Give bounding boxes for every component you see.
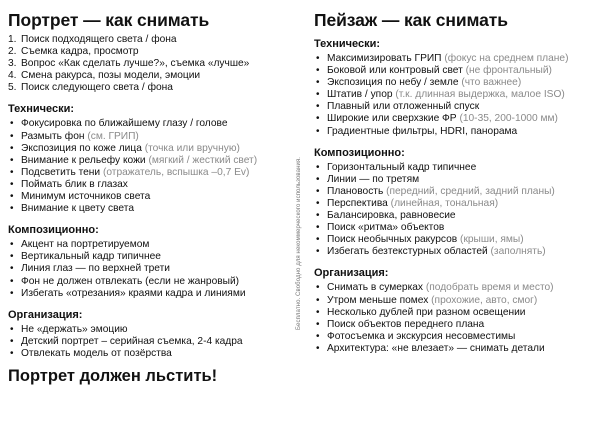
item-text: Минимум источников света	[21, 191, 151, 203]
bullet-icon: •	[10, 191, 14, 203]
item-text: Фон не должен отвлекать (если не жанровый)	[21, 275, 240, 287]
step-number: 4.	[8, 70, 17, 82]
item-note: (линейная, тональная)	[390, 197, 499, 209]
list-item	[8, 324, 298, 336]
item-note: (крыши, ямы)	[460, 234, 524, 246]
item-text: Избегать «отрезания» краями кадра и линиями	[21, 287, 246, 299]
item-text: Максимизировать ГРИП	[327, 53, 442, 64]
list-item	[314, 210, 604, 222]
item-text: Перспектива	[327, 197, 388, 209]
step-text: Поиск следующего света / фона	[21, 82, 173, 94]
bullet-icon: •	[316, 101, 320, 113]
bullet-icon: •	[316, 185, 320, 197]
item-text: Боковой или контровый свет	[327, 65, 463, 77]
bullet-icon: •	[10, 287, 14, 299]
bullet-icon: •	[316, 246, 320, 258]
list-item	[314, 126, 604, 138]
bullet-icon: •	[10, 118, 14, 130]
portrait-organization-heading: Организация:	[8, 308, 83, 321]
list-item	[314, 101, 604, 113]
list-item	[314, 331, 604, 343]
bullet-icon: •	[10, 178, 14, 190]
item-note: (заполнять)	[490, 246, 546, 258]
landscape-organization-list	[314, 282, 604, 355]
item-text: Балансировка, равновесие	[327, 210, 456, 222]
bullet-icon: •	[316, 173, 320, 185]
portrait-composition-heading: Композиционно:	[8, 224, 99, 237]
bullet-icon: •	[10, 142, 14, 154]
item-text: Фотосъемка и экскурсия несовместимы	[327, 330, 516, 342]
landscape-organization-heading: Организация:	[314, 267, 389, 280]
item-text: Размыть фон	[21, 130, 85, 142]
list-item	[8, 276, 298, 288]
step-item	[8, 70, 298, 82]
bullet-icon: •	[10, 203, 14, 215]
list-item	[314, 89, 604, 101]
bullet-icon: •	[10, 251, 14, 263]
list-item	[8, 143, 298, 155]
list-item	[314, 295, 604, 307]
item-text: Плановость	[327, 185, 384, 197]
item-text: Не «держать» эмоцию	[21, 323, 128, 335]
list-item	[8, 336, 298, 348]
item-note: (фокус на среднем плане)	[444, 53, 569, 64]
bullet-icon: •	[10, 154, 14, 166]
list-item	[8, 131, 298, 143]
item-text: Вертикальный кадр типичнее	[21, 251, 161, 263]
list-item	[8, 239, 298, 251]
bullet-icon: •	[316, 89, 320, 101]
item-note: (см. ГРИП)	[87, 130, 139, 142]
item-text: Фокусировка по ближайшему глазу / голове	[21, 118, 228, 130]
item-note: (прохожие, авто, смог)	[431, 294, 538, 306]
bullet-icon: •	[10, 335, 14, 347]
list-item	[314, 222, 604, 234]
landscape-composition-heading: Композиционно:	[314, 146, 405, 159]
bullet-icon: •	[316, 306, 320, 318]
bullet-icon: •	[316, 125, 320, 137]
list-item	[8, 288, 298, 300]
step-text: Смена ракурса, позы модели, эмоции	[21, 70, 201, 82]
bullet-icon: •	[316, 282, 320, 294]
item-text: Штатив / упор	[327, 89, 393, 101]
landscape-technical-list	[314, 53, 604, 138]
item-text: Несколько дублей при разном освещении	[327, 306, 526, 318]
portrait-technical-list	[8, 118, 298, 215]
step-text: Поиск подходящего света / фона	[21, 34, 177, 45]
list-item	[314, 198, 604, 210]
list-item	[314, 234, 604, 246]
bullet-icon: •	[10, 347, 14, 359]
step-number: 5.	[8, 82, 17, 94]
list-item	[8, 179, 298, 191]
portrait-steps-list	[8, 34, 298, 94]
item-text: Плавный или отложенный спуск	[327, 101, 480, 113]
bullet-icon: •	[316, 113, 320, 125]
item-text: Избегать безтекстурных областей	[327, 246, 488, 258]
list-item	[8, 155, 298, 167]
list-item	[8, 348, 298, 360]
bullet-icon: •	[10, 275, 14, 287]
bullet-icon: •	[316, 330, 320, 342]
list-item	[314, 282, 604, 294]
landscape-column	[314, 0, 604, 355]
bullet-icon: •	[316, 222, 320, 234]
item-text: Горизонтальный кадр типичнее	[327, 161, 477, 173]
item-text: Внимание к рельефу кожи	[21, 154, 146, 166]
item-text: Экспозиция по коже лица	[21, 142, 142, 154]
item-text: Подсветить тени	[21, 166, 101, 178]
portrait-composition-list	[8, 239, 298, 299]
bullet-icon: •	[316, 210, 320, 222]
list-item	[314, 53, 604, 65]
list-item	[8, 118, 298, 130]
portrait-footer: Портрет должен льстить!	[8, 366, 218, 385]
bullet-icon: •	[10, 239, 14, 251]
item-text: Поймать блик в глазах	[21, 178, 128, 190]
item-note: (отражатель, вспышка –0,7 Ev)	[102, 166, 250, 178]
list-item	[314, 246, 604, 258]
list-item	[8, 203, 298, 215]
bullet-icon: •	[10, 130, 14, 142]
portrait-title: Портрет — как снимать	[8, 10, 210, 30]
bullet-icon: •	[316, 197, 320, 209]
item-note: (что важнее)	[461, 77, 522, 89]
portrait-column	[8, 0, 298, 386]
bullet-icon: •	[316, 65, 320, 77]
item-text: Внимание к цвету света	[21, 203, 134, 215]
bullet-icon: •	[316, 318, 320, 330]
step-item	[8, 58, 298, 70]
bullet-icon: •	[316, 294, 320, 306]
item-text: Архитектура: «не влезает» — снимать детали	[327, 342, 545, 354]
item-text: Акцент на портретируемом	[21, 239, 150, 251]
list-item	[314, 319, 604, 331]
item-note: (передний, средний, задний планы)	[386, 185, 555, 197]
item-text: Линия глаз — по верхней трети	[21, 263, 170, 275]
step-number: 3.	[8, 58, 17, 70]
step-text: Съемка кадра, просмотр	[21, 46, 139, 58]
list-item	[314, 113, 604, 125]
step-item	[8, 82, 298, 94]
list-item	[8, 167, 298, 179]
step-number: 1.	[8, 34, 17, 45]
landscape-title: Пейзаж — как снимать	[314, 10, 508, 30]
list-item	[314, 186, 604, 198]
item-text: Градиентные фильтры, HDRI, панорама	[327, 125, 518, 137]
list-item	[8, 191, 298, 203]
item-text: Поиск необычных ракурсов	[327, 234, 458, 246]
item-note: (точка или вручную)	[144, 142, 240, 154]
item-text: Поиск объектов переднего плана	[327, 318, 485, 330]
bullet-icon: •	[316, 161, 320, 173]
item-note: (не фронтальный)	[465, 65, 552, 77]
item-text: Утром меньше помех	[327, 294, 429, 306]
list-item	[314, 307, 604, 319]
item-note: (мягкий / жесткий свет)	[148, 154, 258, 166]
step-text: Вопрос «Как сделать лучше?», съемка «лучше»	[21, 58, 250, 70]
step-item	[8, 46, 298, 58]
list-item	[8, 263, 298, 275]
item-text: Поиск «ритма» объектов	[327, 222, 445, 234]
list-item	[8, 251, 298, 263]
list-item	[314, 343, 604, 355]
list-item	[314, 77, 604, 89]
step-number: 2.	[8, 46, 17, 58]
item-note: (т.к. длинная выдержка, малое ISO)	[395, 89, 565, 101]
portrait-technical-heading: Технически:	[8, 103, 75, 116]
step-item	[8, 34, 298, 46]
list-item	[314, 162, 604, 174]
portrait-organization-list	[8, 324, 298, 360]
bullet-icon: •	[316, 234, 320, 246]
landscape-technical-heading: Технически:	[314, 38, 381, 50]
item-text: Отвлекать модель от позёрства	[21, 347, 172, 359]
item-text: Линии — по третям	[327, 173, 420, 185]
bullet-icon: •	[10, 323, 14, 335]
list-item	[314, 174, 604, 186]
landscape-composition-list	[314, 162, 604, 259]
bullet-icon: •	[10, 263, 14, 275]
bullet-icon: •	[316, 53, 320, 64]
bullet-icon: •	[316, 342, 320, 354]
item-note: (подобрать время и место)	[425, 282, 554, 294]
item-text: Широкие или сверхзкие ФР	[327, 113, 457, 125]
bullet-icon: •	[10, 166, 14, 178]
item-note: (10-35, 200-1000 мм)	[459, 113, 558, 125]
item-text: Экспозиция по небу / земле	[327, 77, 459, 89]
item-text: Снимать в сумерках	[327, 282, 424, 294]
license-note: Бесплатно. Свободно для некоммерческого использования.	[296, 156, 302, 330]
list-item	[314, 65, 604, 77]
bullet-icon: •	[316, 77, 320, 89]
item-text: Детский портрет – серийная съемка, 2-4 кадра	[21, 335, 243, 347]
